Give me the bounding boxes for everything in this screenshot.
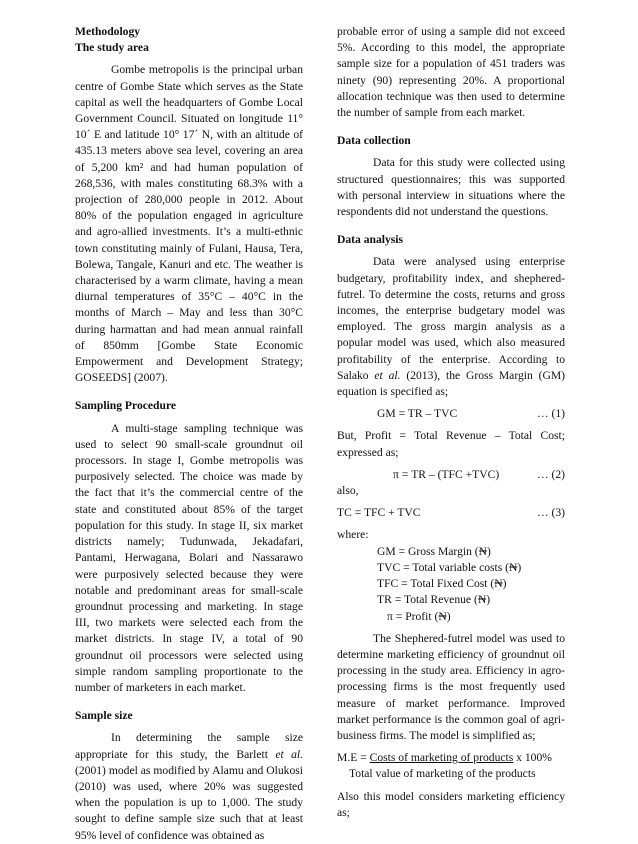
definition-tvc: TVC = Total variable costs (₦) — [377, 560, 522, 574]
equation-3-expression: TC = TFC + TVC — [337, 506, 421, 520]
profit-paragraph: But, Profit = Total Revenue – Total Cost; expressed as; — [337, 429, 565, 459]
sample-size-continued: probable error of using a sample did not exceed 5%. According to this model, the appropriate sample size for a population of 451 traders was ninety (90) representing 20%. A proportional allocation technique was then used to determine the number of sample from each market. — [337, 25, 565, 120]
study-area-paragraph: Gombe metropolis is the principal urban centre of Gombe State which serves as the State capital as well the headquarters of Gombe Local Government Council. Situated on longitude 11° 10´ E and latitude 10° 17´ N, with an altitude of 435.13 meters above sea level, covering an area of 5,200 km² and had human population of 268,536, with males constituting 68.3% with a projection of 280,000 people in 2012. About 80% of the population engaged in agriculture and agro-allied investments. It’s a multi-ethnic town constituting mainly of Fulani, Hausa, Tera, Bolewa, Tangale, Kanuri and etc. The weather is characterised by a warm climate, having a mean diurnal temperatures of 35°C – 40°C in the months of March – May and less than 30°C during harmattan and had mean annual rainfall of 850mm [Gombe State Economic Empowerment and Development Strategy; GOSEEDS] (2007). — [75, 63, 303, 385]
definition-tfc: TFC = Total Fixed Cost (₦) — [377, 577, 507, 591]
right-column — [337, 24, 565, 821]
data-analysis-text-2: (2013), the Gross Margin (GM) equation is specified as; — [337, 368, 566, 399]
also-model-paragraph: Also this model considers marketing efficiency as; — [337, 789, 565, 819]
heading-sampling-procedure: Sampling Procedure — [75, 399, 177, 413]
data-analysis-paragraph — [337, 254, 565, 400]
data-collection-paragraph: Data for this study were collected using structured questionnaires; this was supported with personal interview in situations where the respondents did not understand the questions. — [337, 156, 565, 219]
equation-2-number: … (2) — [536, 467, 565, 481]
marketing-efficiency-formula — [337, 750, 565, 766]
equation-3 — [337, 505, 565, 521]
data-analysis-text-1: Data were analysed using enterprise budgetary, profitability index, and shephered-futrel. To determine the costs, returns and gross incomes, the enterprise budgetary model was employed. The gross margin analysis as a popular model was used, which also measured profitability of the enterprise. According to Salako — [337, 255, 565, 382]
equation-2-expression: π = TR – (TFC +TVC) — [393, 467, 500, 481]
definition-profit: π = Profit (₦) — [387, 609, 451, 623]
heading-study-area: The study area — [75, 41, 149, 55]
where-label: where: — [337, 528, 369, 542]
equation-1-number: … (1) — [536, 407, 565, 421]
equation-2 — [337, 467, 565, 483]
me-numerator: Costs of marketing of products — [369, 751, 514, 765]
me-denominator: Total value of marketing of the products — [349, 767, 536, 781]
equation-1-expression: GM = TR – TVC — [377, 407, 458, 421]
heading-data-collection: Data collection — [337, 134, 411, 148]
heading-methodology: Methodology — [75, 25, 141, 38]
definition-gm: GM = Gross Margin (₦) — [377, 544, 491, 558]
heading-data-analysis: Data analysis — [337, 233, 404, 247]
sampling-paragraph: A multi-stage sampling technique was used to select 90 small-scale groundnut oil processors. In stage I, Gombe metropolis was purposively selected. The choice was made by the fact that it’s the commercial centre of the state and constituted about 85% of the target population for this study. In stage II, six market districts namely; Tudunwada, Jekadafari, Pantami, Herwagana, Bolari and Nassarawo were purposively selected because they were notable and predominant areas for small-scale groundnut processing and marketing. In stage III, two markets were selected each from the market districts. In stage IV, a total of 90 groundnut oil processors were selected using simple random sampling proportionate to the number of marketers in each market. — [75, 421, 303, 694]
shephered-paragraph: The Shephered-futrel model was used to determine marketing efficiency of groundnut oil processing in the study area. Efficiency in agro-processing firms is the most frequently used measure of market performance. Improved market performance is the common goal of agri-business firms. The model is simplified as; — [337, 631, 565, 742]
definition-tr: TR = Total Revenue (₦) — [377, 593, 491, 607]
equation-3-number: … (3) — [536, 506, 565, 520]
left-column — [75, 24, 303, 844]
also-label: also, — [337, 484, 359, 498]
equation-1 — [337, 406, 565, 422]
me-suffix: x 100% — [513, 751, 552, 765]
sample-size-text-1: In determining the sample size appropriate for this study, the Barlett — [75, 731, 303, 761]
data-analysis-et-al: et al. — [374, 368, 401, 382]
sample-size-et-al: et al. — [275, 747, 303, 761]
heading-sample-size: Sample size — [75, 709, 133, 723]
me-prefix: M.E = — [337, 751, 370, 765]
sample-size-paragraph — [75, 730, 303, 843]
sample-size-text-2: (2001) model as modified by Alamu and Olukosi (2010) was used, where 20% was suggested when the population is up to 1,000. The study sought to define sample size such that at least 95% level of confidence was obtained as — [75, 763, 303, 842]
